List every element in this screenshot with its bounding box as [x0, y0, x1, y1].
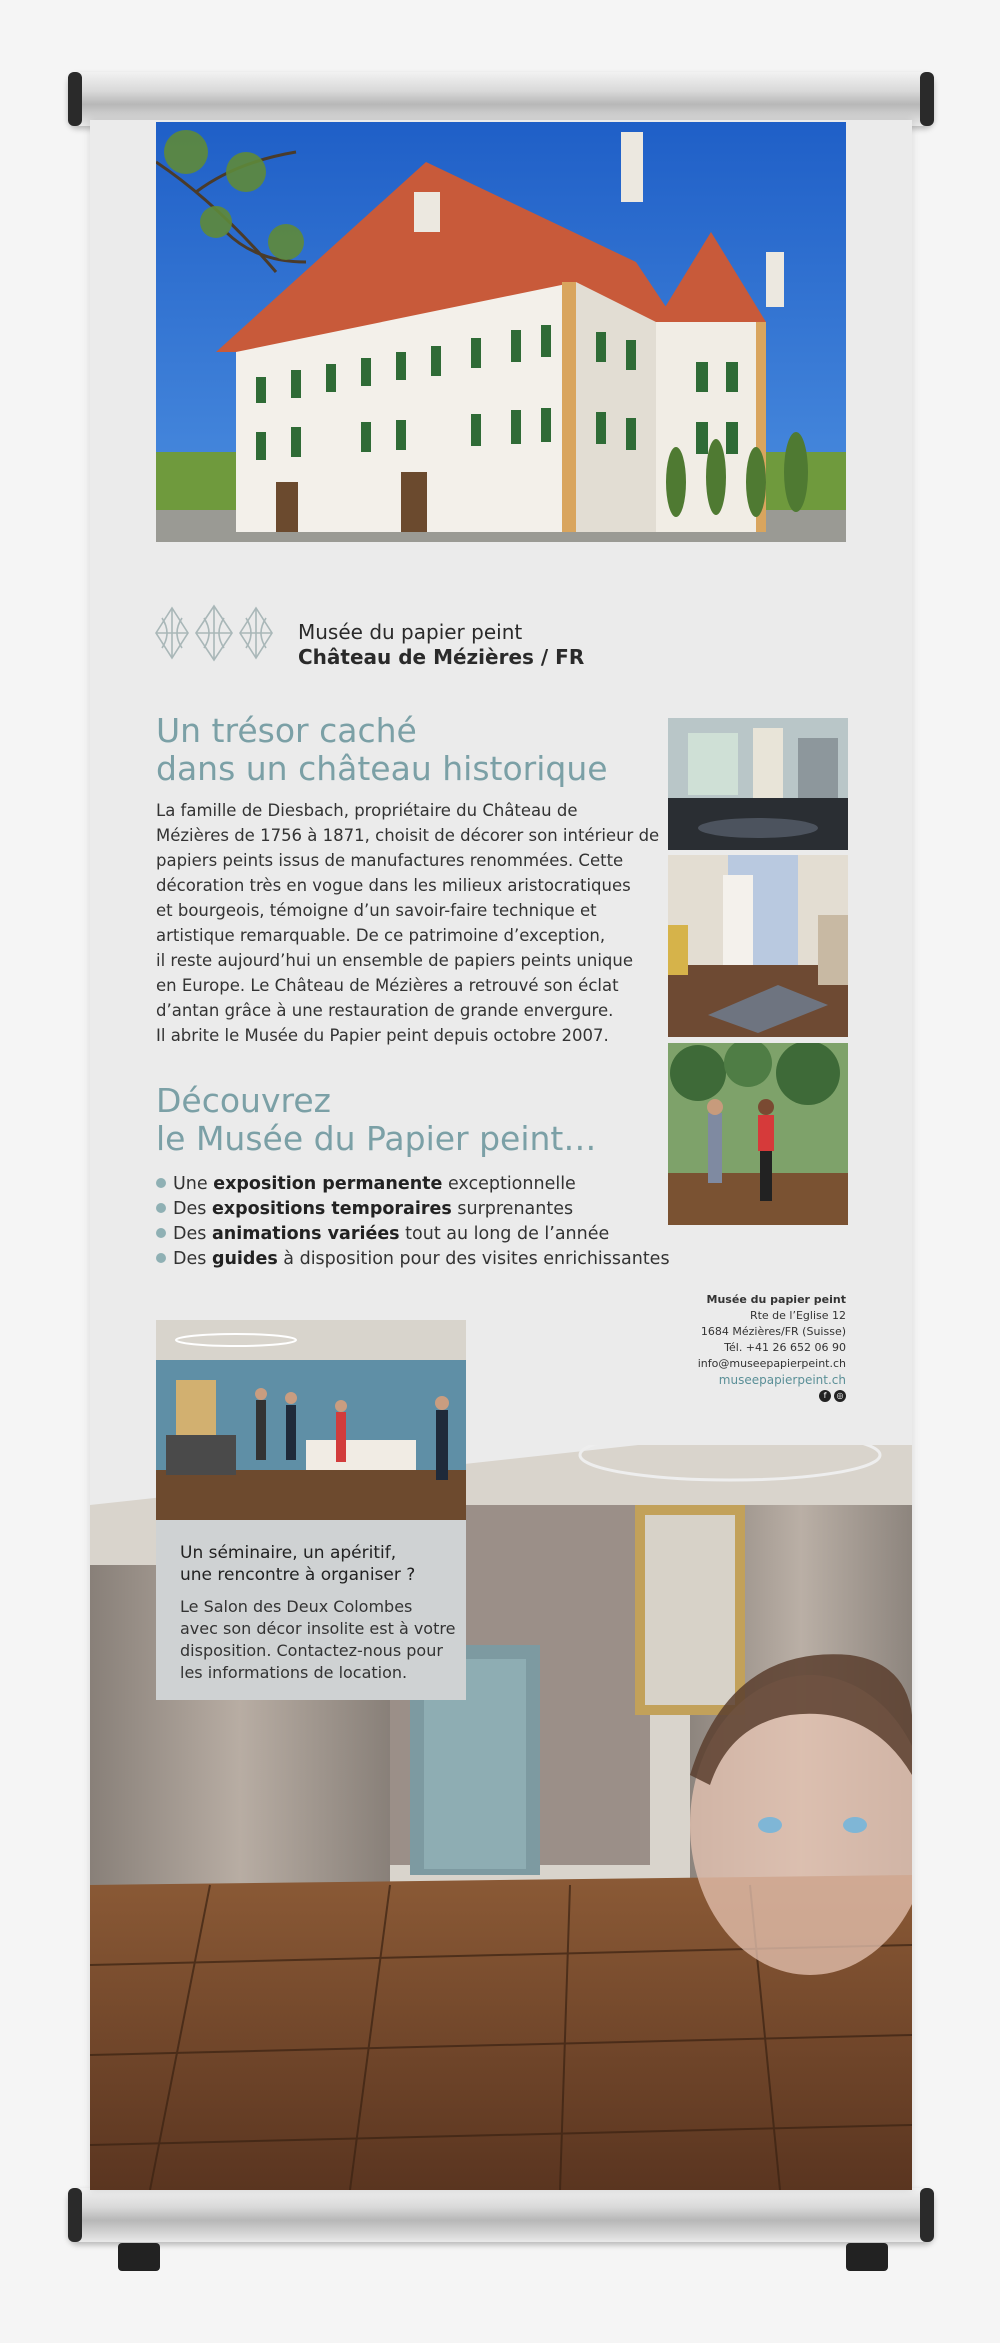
bullet-text: Une: [173, 1174, 214, 1194]
intro-paragraph: [156, 798, 660, 1048]
bullet-dot: [156, 1203, 166, 1213]
social-icons: [698, 1388, 846, 1404]
stand-foot-left: [118, 2243, 160, 2271]
castle-photo: [156, 122, 846, 542]
paragraph-line: papiers peints issus de manufactures renommées. Cette: [156, 851, 624, 870]
facebook-icon[interactable]: f: [819, 1390, 831, 1402]
bullet-text: à disposition pour des visites enrichissantes: [277, 1249, 670, 1269]
contact-city: 1684 Mézières/FR (Suisse): [700, 1325, 846, 1338]
list-item: [156, 1222, 670, 1247]
bullet-bold: animations variées: [211, 1224, 400, 1244]
list-item: [156, 1172, 670, 1197]
feature-list: [156, 1172, 670, 1272]
callout-body-line: les informations de location.: [180, 1663, 408, 1682]
rail-cap-right: [920, 72, 934, 126]
paragraph-line: en Europe. Le Château de Mézières a retrouvé son éclat: [156, 976, 619, 995]
heading-discover: [156, 1082, 596, 1158]
rental-callout: [156, 1520, 466, 1700]
bullet-text: Des: [173, 1199, 212, 1219]
paragraph-line: Il abrite le Musée du Papier peint depuis octobre 2007.: [156, 1026, 609, 1045]
interior-photo-hall: [668, 718, 848, 850]
heading-line: Découvrez: [156, 1081, 331, 1120]
contact-website[interactable]: museepapierpeint.ch: [718, 1373, 846, 1387]
contact-name: Musée du papier peint: [706, 1293, 846, 1306]
bullet-text: tout au long de l’année: [399, 1224, 610, 1244]
museum-logo: [152, 598, 276, 668]
list-item: [156, 1197, 670, 1222]
callout-body: [180, 1596, 455, 1684]
stand-foot-right: [846, 2243, 888, 2271]
contact-email[interactable]: info@museepapierpeint.ch: [697, 1357, 846, 1370]
rollup-banner: [90, 120, 912, 2190]
bullet-text: surprenantes: [451, 1199, 574, 1219]
top-rail: [68, 72, 934, 126]
paragraph-line: et bourgeois, témoigne d’un savoir-faire technique et: [156, 901, 597, 920]
contact-phone: Tél. +41 26 652 06 90: [724, 1341, 846, 1354]
bullet-text: Des: [173, 1249, 212, 1269]
heading-line: le Musée du Papier peint…: [156, 1119, 597, 1158]
seminar-photo: [156, 1320, 466, 1520]
paragraph-line: il reste aujourd’hui un ensemble de papiers peints unique: [156, 951, 634, 970]
bullet-text: Des: [173, 1224, 212, 1244]
heading-treasure: [156, 712, 608, 788]
bullet-dot: [156, 1253, 166, 1263]
contact-block: [698, 1292, 846, 1404]
bullet-text: exceptionnelle: [442, 1174, 576, 1194]
callout-body-line: disposition. Contactez-nous pour: [180, 1641, 443, 1660]
rail-cap-left: [68, 72, 82, 126]
bullet-bold: exposition permanente: [213, 1174, 443, 1194]
brand-line-1: Musée du papier peint: [298, 620, 523, 644]
paragraph-line: décoration très en vogue dans les milieux aristocratiques: [156, 876, 631, 895]
instagram-icon[interactable]: ◎: [834, 1390, 846, 1402]
contact-street: Rte de l’Eglise 12: [749, 1309, 846, 1322]
callout-title: [180, 1542, 415, 1586]
paragraph-line: La famille de Diesbach, propriétaire du Château de: [156, 801, 578, 820]
callout-title-line: une rencontre à organiser ?: [180, 1565, 416, 1585]
bullet-bold: expositions temporaires: [211, 1199, 452, 1219]
callout-body-line: Le Salon des Deux Colombes: [180, 1597, 413, 1616]
bottom-base: [68, 2188, 934, 2242]
interior-photo-visitors: [668, 1043, 848, 1225]
base-cap-right: [920, 2188, 934, 2242]
paragraph-line: artistique remarquable. De ce patrimoine d’exception,: [156, 926, 606, 945]
paragraph-line: d’antan grâce à une restauration de grande envergure.: [156, 1001, 614, 1020]
callout-body-line: avec son décor insolite est à votre: [180, 1619, 456, 1638]
heading-line: dans un château historique: [156, 749, 608, 788]
list-item: [156, 1247, 670, 1272]
museum-brand: [298, 620, 584, 670]
bullet-dot: [156, 1178, 166, 1188]
interior-photo-room: [668, 855, 848, 1037]
base-cap-left: [68, 2188, 82, 2242]
paragraph-line: Mézières de 1756 à 1871, choisit de décorer son intérieur de: [156, 826, 660, 845]
bullet-bold: guides: [211, 1249, 278, 1269]
callout-title-line: Un séminaire, un apéritif,: [180, 1543, 397, 1563]
bullet-dot: [156, 1228, 166, 1238]
brand-line-2: Château de Mézières / FR: [298, 645, 585, 669]
heading-line: Un trésor caché: [156, 711, 417, 750]
